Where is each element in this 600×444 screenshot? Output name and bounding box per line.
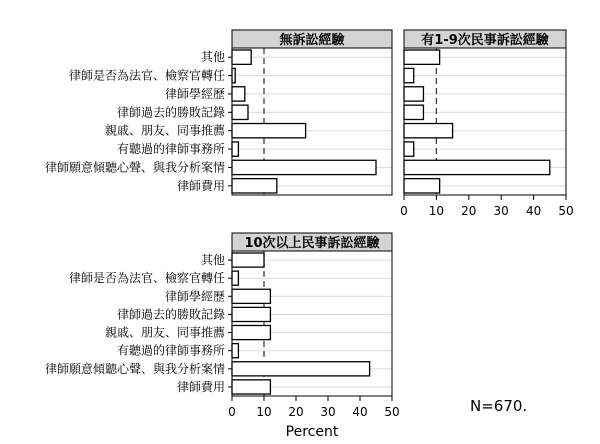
x-tick-label: 0 [228,405,236,419]
x-tick-label: 20 [288,405,304,419]
bar [404,105,423,119]
bar [232,380,270,394]
bar [404,87,423,101]
x-axis-title: Percent [285,424,339,440]
bar [404,179,440,193]
category-label: 律師過去的勝敗記錄 [116,105,225,120]
bar [404,160,550,174]
bar [404,68,414,82]
bar [404,124,453,138]
category-label: 親戚、朋友、同事推薦 [104,325,225,340]
x-tick-label: 50 [558,204,574,218]
bar [232,307,270,321]
category-label: 其他 [200,253,225,268]
panel-title: 10次以上民事訴訟經驗 [244,236,380,251]
panel-header [232,30,392,48]
bar [232,50,251,64]
category-label: 其他 [200,50,225,65]
panel-3 [45,233,400,419]
category-label: 律師費用 [176,379,225,394]
bar [232,142,238,156]
bar [232,179,277,193]
panel-2 [400,30,573,218]
bar [404,142,414,156]
x-tick-label: 40 [352,405,368,419]
category-label: 律師願意傾聽心聲、與我分析案情 [44,160,225,175]
category-label: 律師是否為法官、檢察官轉任 [68,68,225,83]
x-tick-label: 30 [320,405,336,419]
panel-1 [45,30,392,195]
x-tick-label: 10 [428,204,445,218]
bar [232,124,306,138]
bar [232,105,248,119]
x-tick-label: 20 [461,204,477,218]
x-tick-label: 10 [256,405,272,419]
category-label: 有聽過的律師事務所 [116,343,225,358]
x-tick-label: 0 [400,204,408,218]
panel-header [232,233,392,251]
bar [232,271,238,285]
x-tick-label: 50 [384,405,400,419]
category-label: 律師費用 [176,178,225,193]
bar [232,253,264,267]
bar [232,289,270,303]
panel-title: 有1-9次民事訴訟經驗 [421,33,549,48]
panel-header [404,30,566,48]
x-tick-label: 40 [525,204,542,218]
bar [232,160,376,174]
bar [404,50,440,64]
category-label: 親戚、朋友、同事推薦 [104,123,225,138]
panel-title: 無訴訟經驗 [279,33,345,48]
bar [232,325,270,339]
category-label: 律師願意傾聽心聲、與我分析案情 [44,361,225,376]
bar [232,362,370,376]
x-tick-label: 30 [493,204,509,218]
category-label: 律師過去的勝敗記錄 [116,307,225,322]
category-label: 律師學經歷 [164,86,225,101]
category-label: 有聽過的律師事務所 [116,142,225,157]
category-label: 律師學經歷 [164,289,225,304]
category-label: 律師是否為法官、檢察官轉任 [68,271,225,286]
bar [232,87,245,101]
bar [232,344,238,358]
sample-size-note: N=670. [470,397,528,415]
